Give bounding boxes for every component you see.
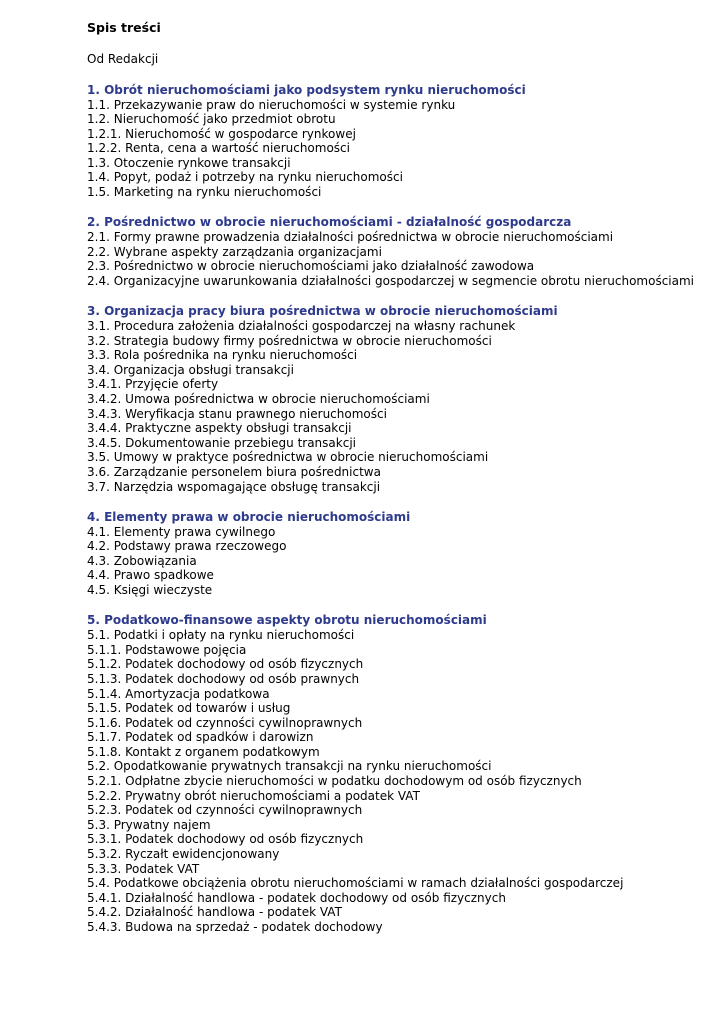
- toc-item: 1.3. Otoczenie rynkowe transakcji: [87, 155, 291, 170]
- section-items: [87, 319, 717, 494]
- toc-item: 5.3.2. Ryczałt ewidencjonowany: [87, 847, 280, 862]
- section-heading: 4. Elementy prawa w obrocie nieruchomościami: [87, 509, 411, 524]
- toc-item: 4.5. Księgi wieczyste: [87, 583, 213, 598]
- toc-item: 4.1. Elementy prawa cywilnego: [87, 524, 276, 539]
- toc-intro-entry: Od Redakcji: [87, 52, 159, 66]
- toc-item: 5.1.2. Podatek dochodowy od osób fizycznych: [87, 657, 364, 672]
- toc-item: 5.1. Podatki i opłaty na rynku nieruchomości: [87, 628, 355, 643]
- toc-item: 5.4.3. Budowa na sprzedaż - podatek dochodowy: [87, 920, 383, 934]
- toc-item: 5.3.1. Podatek dochodowy od osób fizycznych: [87, 832, 364, 847]
- toc-item: 3.7. Narzędzia wspomagające obsługę transakcji: [87, 479, 381, 494]
- toc-item: 1.2.1. Nieruchomość w gospodarce rynkowej: [87, 126, 356, 141]
- toc-item: 5.1.4. Amortyzacja podatkowa: [87, 686, 270, 701]
- toc-item: 3.3. Rola pośrednika na rynku nieruchomości: [87, 348, 358, 363]
- toc-item: 1.2.2. Renta, cena a wartość nieruchomości: [87, 141, 350, 156]
- section-heading: 1. Obrót nieruchomościami jako podsystem rynku nieruchomości: [87, 82, 526, 97]
- toc-item: 1.2. Nieruchomość jako przedmiot obrotu: [87, 112, 336, 127]
- toc-item: 5.4.2. Działalność handlowa - podatek VAT: [87, 905, 342, 920]
- section-items: [87, 628, 717, 934]
- toc-item: 2.2. Wybrane aspekty zarządzania organizacjami: [87, 244, 382, 259]
- toc-item: 1.5. Marketing na rynku nieruchomości: [87, 185, 322, 200]
- toc-item: 5.1.1. Podstawowe pojęcia: [87, 642, 247, 657]
- section-heading: 2. Pośrednictwo w obrocie nieruchomościami - działalność gospodarcza: [87, 215, 572, 230]
- toc-item: 5.1.7. Podatek od spadków i darowizn: [87, 730, 314, 745]
- toc-item: 5.1.8. Kontakt z organem podatkowym: [87, 744, 320, 759]
- toc-item: 3.4.1. Przyjęcie oferty: [87, 377, 219, 392]
- toc-item: 5.2. Opodatkowanie prywatnych transakcji na rynku nieruchomości: [87, 759, 492, 774]
- toc-item: 5.1.3. Podatek dochodowy od osób prawnych: [87, 671, 360, 686]
- toc-item: 5.3. Prywatny najem: [87, 817, 211, 832]
- toc-sections: [87, 82, 717, 935]
- toc-item: 5.3.3. Podatek VAT: [87, 861, 200, 876]
- toc-item: 5.1.5. Podatek od towarów i usług: [87, 701, 291, 716]
- toc-item: 3.6. Zarządzanie personelem biura pośrednictwa: [87, 464, 381, 479]
- toc-item: 3.4.2. Umowa pośrednictwa w obrocie nieruchomościami: [87, 392, 430, 406]
- toc-item: 3.4.5. Dokumentowanie przebiegu transakcji: [87, 435, 356, 450]
- toc-item: 5.2.2. Prywatny obrót nieruchomościami a podatek VAT: [87, 788, 420, 803]
- toc-item: 3.4.4. Praktyczne aspekty obsługi transakcji: [87, 421, 352, 436]
- toc-section-5: [87, 612, 717, 934]
- toc-item: 5.4.1. Działalność handlowa - podatek dochodowy od osób fizycznych: [87, 890, 506, 905]
- toc-item: 5.2.1. Odpłatne zbycie nieruchomości w podatku dochodowym od osób fizycznych: [87, 774, 582, 789]
- toc-item: 1.4. Popyt, podaż i potrzeby na rynku nieruchomości: [87, 170, 403, 185]
- toc-section-2: [87, 214, 717, 288]
- section-heading: 3. Organizacja pracy biura pośrednictwa w obrocie nieruchomościami: [87, 304, 558, 319]
- section-heading: 5. Podatkowo-finansowe aspekty obrotu nieruchomościami: [87, 613, 487, 628]
- toc-item: 2.4. Organizacyjne uwarunkowania działalności gospodarczej w segmencie obrotu nieruchomościami: [87, 273, 695, 288]
- toc-item: 3.1. Procedura założenia działalności gospodarczej na własny rachunek: [87, 319, 516, 334]
- toc-item: 2.3. Pośrednictwo w obrocie nieruchomościami jako działalność zawodowa: [87, 259, 535, 274]
- section-items: [87, 230, 717, 288]
- section-items: [87, 98, 717, 200]
- toc-item: 3.4.3. Weryfikacja stanu prawnego nieruchomości: [87, 406, 387, 421]
- toc-item: 4.4. Prawo spadkowe: [87, 568, 214, 583]
- toc-section-3: [87, 303, 717, 494]
- toc-section-1: [87, 82, 717, 200]
- toc-item: 3.5. Umowy w praktyce pośrednictwa w obrocie nieruchomościami: [87, 450, 489, 465]
- toc-item: 3.4. Organizacja obsługi transakcji: [87, 362, 294, 377]
- document-page: [87, 20, 717, 935]
- toc-item: 3.2. Strategia budowy firmy pośrednictwa w obrocie nieruchomości: [87, 333, 492, 348]
- toc-section-4: [87, 509, 717, 598]
- toc-item: 5.1.6. Podatek od czynności cywilnoprawnych: [87, 715, 363, 730]
- toc-item: 1.1. Przekazywanie praw do nieruchomości w systemie rynku: [87, 97, 456, 112]
- toc-item: 2.1. Formy prawne prowadzenia działalności pośrednictwa w obrocie nieruchomościami: [87, 230, 614, 245]
- toc-title: Spis treści: [87, 20, 161, 35]
- toc-item: 5.4. Podatkowe obciążenia obrotu nieruchomościami w ramach działalności gospodarczej: [87, 876, 624, 891]
- toc-item: 4.2. Podstawy prawa rzeczowego: [87, 539, 287, 554]
- toc-item: 5.2.3. Podatek od czynności cywilnoprawnych: [87, 803, 363, 818]
- section-items: [87, 525, 717, 598]
- toc-item: 4.3. Zobowiązania: [87, 553, 197, 568]
